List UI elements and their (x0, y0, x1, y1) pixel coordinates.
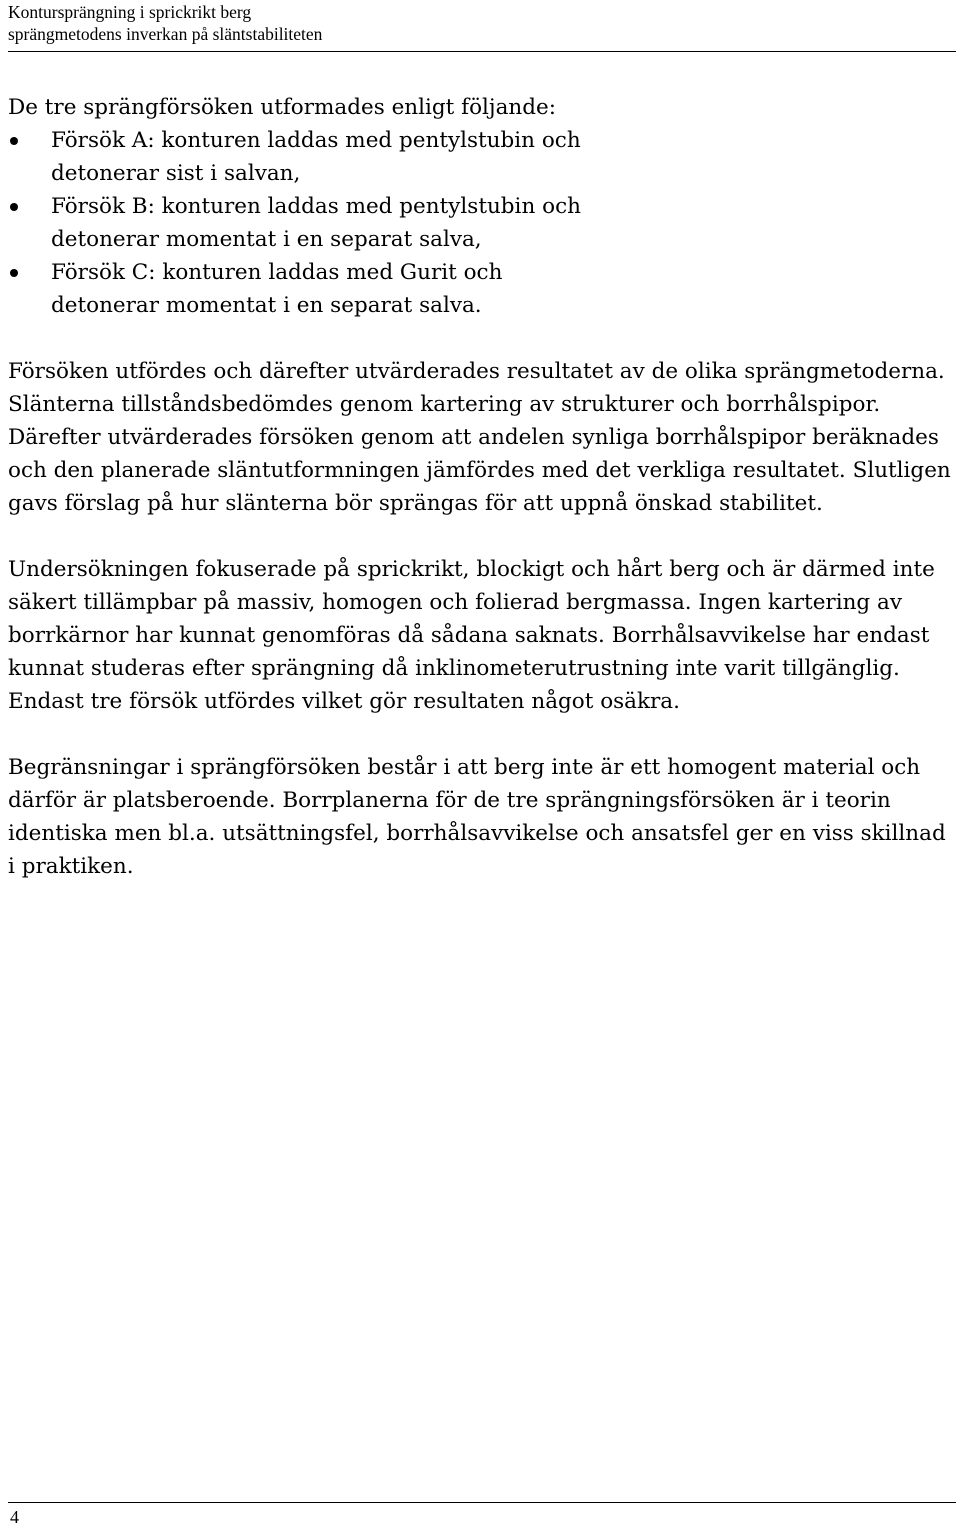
trial-a-text: Försök A: konturen laddas med pentylstubin och detonerar sist i salvan, (51, 128, 581, 186)
header-rule (8, 51, 956, 52)
footer-rule (8, 1502, 956, 1503)
trial-list (8, 124, 953, 322)
header-title-line-2: sprängmetodens inverkan på släntstabiliteten (8, 24, 323, 44)
bullet-icon (10, 137, 18, 145)
running-header (8, 1, 322, 45)
list-item-trial-a (8, 124, 611, 190)
paragraph-spacer (8, 520, 953, 553)
header-title-line-1: Kontursprängning i sprickrikt berg (8, 2, 252, 22)
bullet-icon (10, 269, 18, 277)
bullet-icon (10, 203, 18, 211)
page-number: 4 (10, 1507, 19, 1527)
body-text (8, 91, 953, 883)
list-item-trial-b (8, 190, 611, 256)
paragraph-limitations: Begränsningar i sprängförsöken består i att berg inte är ett homogent material och därför är platsberoende. Borrplanerna för de tre sprängningsförsöken är i teorin identiska men bl.a. utsättningsfel, borrhålsavvikelse och ansatsfel ger en viss skillnad i praktiken. (8, 755, 946, 879)
paragraph-scope: Undersökningen fokuserade på sprickrikt, blockigt och hårt berg och är därmed inte säkert tillämpbar på massiv, homogen och folierad bergmassa. Ingen kartering av borrkärnor har kunnat genomföras då sådana saknats. Borrhålsavvikelse har endast kunnat studeras efter sprängning då inklinometerutrustning inte varit tillgänglig. Endast tre försök utfördes vilket gör resultaten något osäkra. (8, 557, 935, 714)
intro-line: De tre sprängförsöken utformades enligt följande: (8, 95, 556, 120)
paragraph-spacer (8, 718, 953, 751)
list-item-trial-c (8, 256, 611, 322)
paragraph-method: Försöken utfördes och därefter utvärderades resultatet av de olika sprängmetoderna. Slänterna tillståndsbedömdes genom kartering av strukturer och borrhålspipor. Därefter utvärderades försöken genom att andelen synliga borrhålspipor beräknades och den planerade släntutformningen jämfördes med det verkliga resultatet. Slutligen gavs förslag på hur slänterna bör sprängas för att uppnå önskad stabilitet. (8, 359, 951, 516)
trial-c-text: Försök C: konturen laddas med Gurit och detonerar momentat i en separat salva. (51, 260, 503, 318)
paragraph-spacer (8, 322, 953, 355)
trial-b-text: Försök B: konturen laddas med pentylstubin och detonerar momentat i en separat salva, (51, 194, 581, 252)
